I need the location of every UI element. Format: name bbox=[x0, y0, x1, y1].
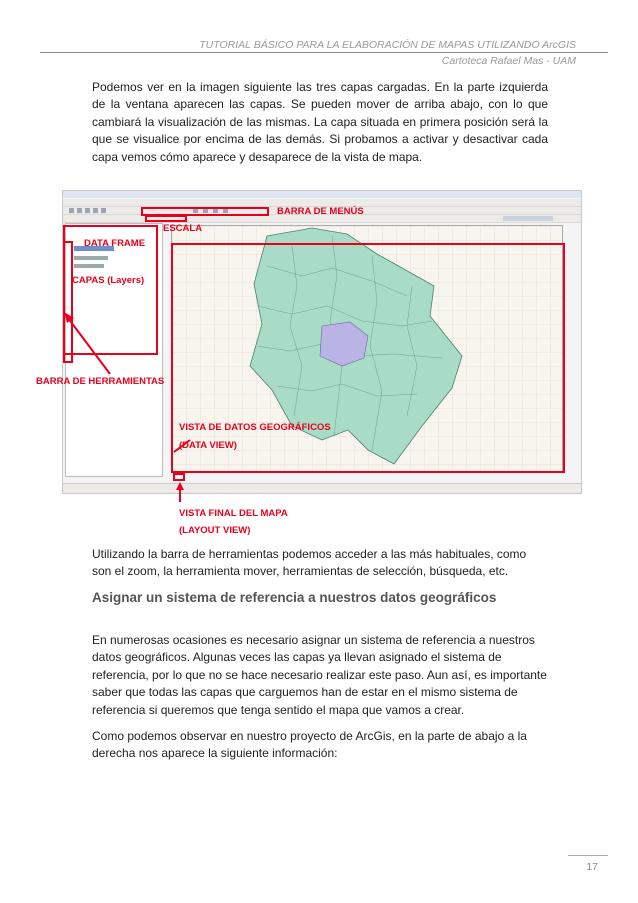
label-data-view-line2: (DATA VIEW) bbox=[179, 440, 237, 451]
toolbar-arrow bbox=[68, 318, 110, 374]
header-title: TUTORIAL BÁSICO PARA LA ELABORACIÓN DE MAPAS UTILIZANDO ArcGIS bbox=[199, 39, 576, 51]
label-layout-view-line2: (LAYOUT VIEW) bbox=[179, 525, 251, 536]
label-toolbar: BARRA DE HERRAMIENTAS bbox=[36, 376, 165, 387]
header-subtitle: Cartoteca Rafael Mas - UAM bbox=[441, 55, 576, 67]
layout-view-arrowhead bbox=[176, 482, 184, 490]
label-menu-bar: BARRA DE MENÚS bbox=[277, 206, 364, 217]
label-data-view-line1: VISTA DE DATOS GEOGRÁFICOS bbox=[179, 422, 331, 433]
paragraph-toolbar: Utilizando la barra de herramientas podemos acceder a las más habituales, como son el zoom, la herramienta mover, herramientas de selección, búsqueda, etc. bbox=[92, 547, 527, 579]
paragraph-layers-intro: Podemos ver en la imagen siguiente las tres capas cargadas. En la parte izquierda de la ventana aparecen las capas. Se pueden mover de arriba abajo, con lo que cambiará la visualización de las mismas. La capa situada en primera posición será la que se visualice por encima de las demás. Si probamos a activar y desactivar cada capa vemos cómo aparece y desaparece de la vista de mapa. bbox=[92, 80, 548, 164]
label-scale: ESCALA bbox=[163, 223, 203, 234]
page-number: 17 bbox=[586, 861, 598, 873]
paragraph-reference-system: En numerosas ocasiones es necesario asignar un sistema de referencia a nuestros datos geográficos. Algunas veces las capas ya llevan asignado el sistema de referencia, por lo que no se hace necesario realizar este paso. Aun así, es importante saber que todas las capas que carguemos han de estar en el mismo sistema de referencia si queremos que tenga sentido el mapa que vamos a crear. bbox=[92, 633, 547, 717]
section-heading: Asignar un sistema de referencia a nuestros datos geográficos bbox=[92, 590, 497, 605]
data-view-arrow bbox=[174, 440, 190, 452]
toolbar-arrowhead bbox=[64, 312, 74, 323]
label-layers: CAPAS (Layers) bbox=[72, 275, 145, 286]
label-layout-view-line1: VISTA FINAL DEL MAPA bbox=[179, 508, 288, 519]
label-data-frame: DATA FRAME bbox=[84, 238, 146, 249]
page-number-rule bbox=[568, 855, 608, 856]
paragraph-project-info: Como podemos observar en nuestro proyecto de ArcGis, en la parte de abajo a la derecha nos aparece la siguiente información: bbox=[92, 729, 527, 761]
